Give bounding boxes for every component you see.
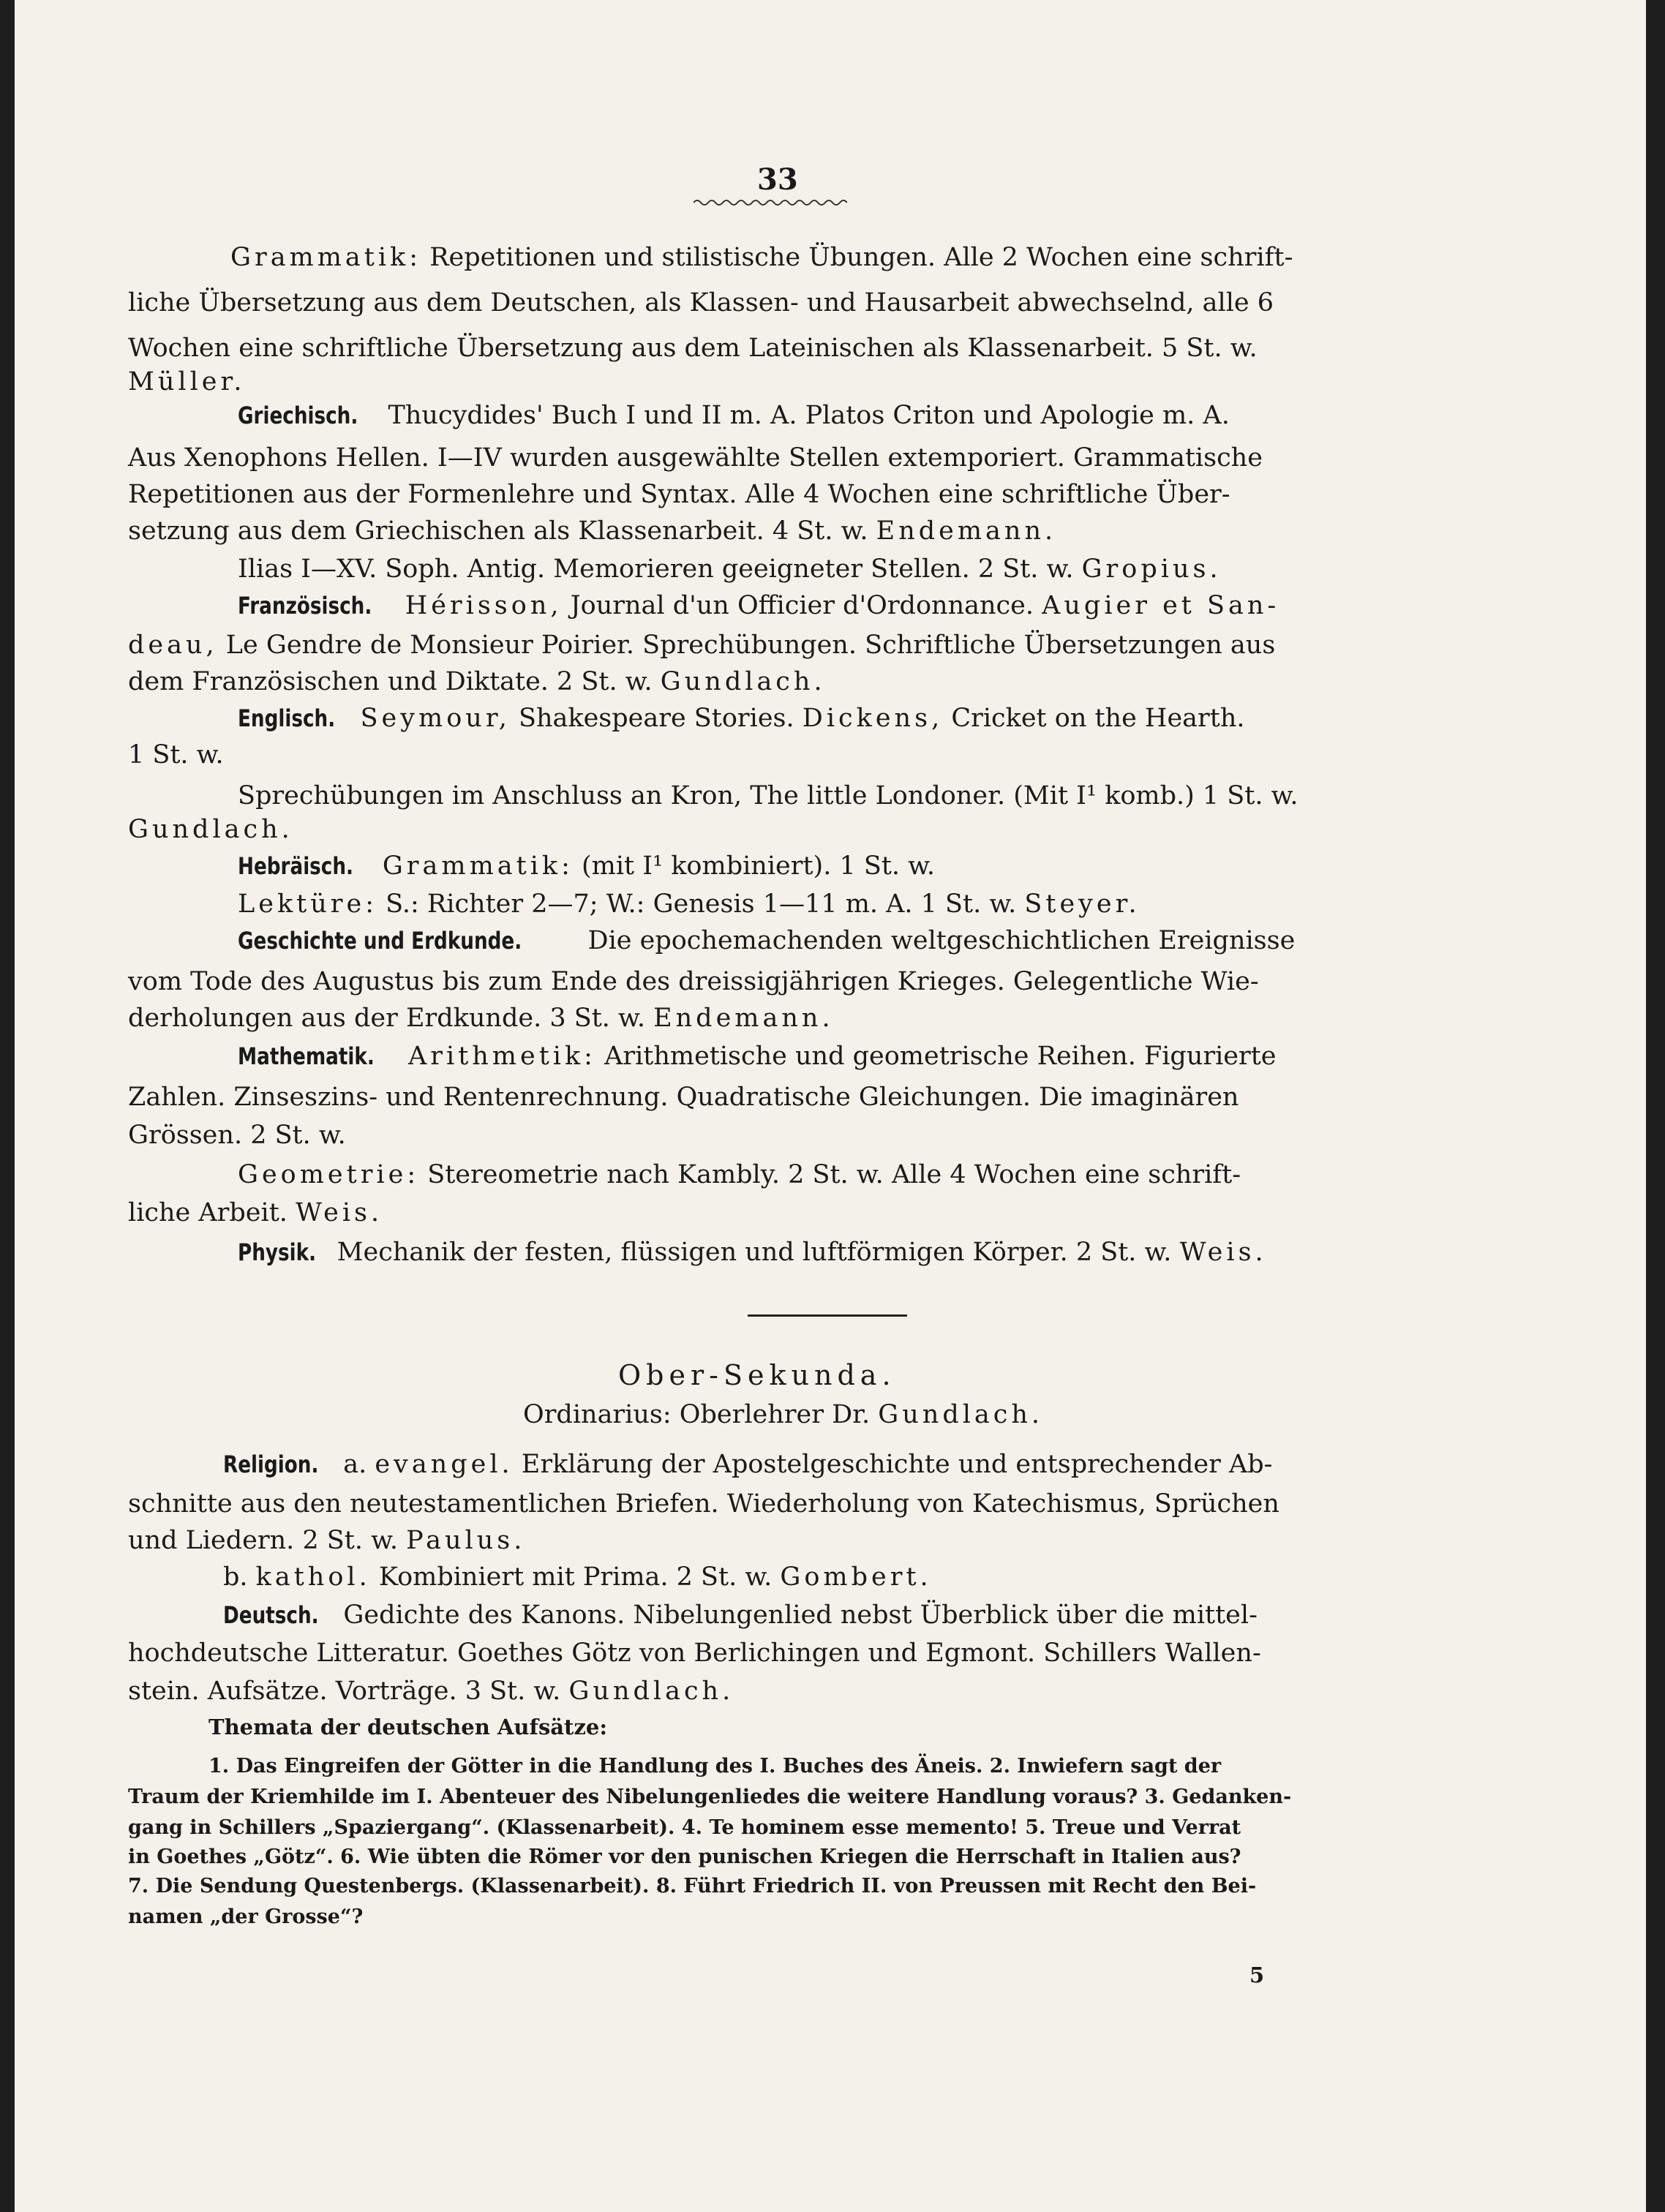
subject-heading: Mathematik. (238, 1042, 375, 1070)
themata-line: 7. Die Sendung Questenbergs. (Klassenarbeit). 8. Führt Friedrich II. von Preussen mit Recht den Bei- (128, 1875, 1257, 1897)
text-line: Englisch. Seymour, Shakespeare Stories. Dickens, Cricket on the Hearth. (238, 704, 1245, 733)
sheet-number: 5 (1249, 1963, 1265, 1987)
text-line: Grössen. 2 St. w. (128, 1121, 346, 1150)
text-line: 1 St. w. (128, 740, 224, 770)
text-line: liche Arbeit. Weis. (128, 1198, 383, 1227)
text-line: b. kathol. Kombiniert mit Prima. 2 St. w. Gombert. (223, 1562, 932, 1592)
text-line: Sprechübungen im Anschluss an Kron, The little Londoner. (Mit I¹ komb.) 1 St. w. (238, 781, 1298, 810)
subject-heading: Religion. (223, 1451, 319, 1478)
text-line: Ilias I—XV. Soph. Antig. Memorieren geeigneter Stellen. 2 St. w. Gropius. (238, 554, 1222, 584)
subject-heading: Physik. (238, 1238, 317, 1266)
section-title: Ober-Sekunda. (618, 1359, 896, 1391)
text-line: Zahlen. Zinseszins- und Rentenrechnung. Quadratische Gleichungen. Die imaginären (128, 1083, 1239, 1112)
subject-heading: Englisch. (238, 704, 336, 732)
themata-line: in Goethes „Götz“. 6. Wie übten die Römer vor den punischen Kriegen die Herrschaft in Italien aus? (128, 1846, 1241, 1868)
text-line: Wochen eine schriftliche Übersetzung aus dem Lateinischen als Klassenarbeit. 5 St. w. (128, 334, 1258, 363)
text-line: Aus Xenophons Hellen. I—IV wurden ausgewählte Stellen extemporiert. Grammatische (128, 443, 1263, 473)
text-line: Hebräisch. Grammatik: (mit I¹ kombiniert). 1 St. w. (238, 851, 936, 881)
text-line: Geometrie: Stereometrie nach Kambly. 2 St. w. Alle 4 Wochen eine schrift- (238, 1160, 1241, 1189)
text-line: Geschichte und Erdkunde. Die epochemachenden weltgeschichtlichen Ereignisse (238, 926, 1296, 955)
themata-line: Traum der Kriemhilde im I. Abenteuer des Nibelungenliedes die weitere Handlung voraus? 3. Gedanken- (128, 1786, 1292, 1808)
document-page (15, 0, 1646, 2212)
text-line: Mathematik. Arithmetik: Arithmetische und geometrische Reihen. Figurierte (238, 1042, 1277, 1071)
text-line: hochdeutsche Litteratur. Goethes Götz von Berlichingen und Egmont. Schillers Wallen- (128, 1639, 1261, 1668)
text-line: deau, Le Gendre de Monsieur Poirier. Sprechübungen. Schriftliche Übersetzungen aus (128, 631, 1276, 660)
text-line: Lektüre: S.: Richter 2—7; W.: Genesis 1—11 m. A. 1 St. w. Steyer. (238, 889, 1140, 919)
section-divider (748, 1314, 907, 1317)
themata-line: 1. Das Eingreifen der Götter in die Handlung des I. Buches des Äneis. 2. Inwiefern sagt der (208, 1755, 1222, 1778)
subject-heading: Geschichte und Erdkunde. (238, 927, 522, 955)
subject-heading: Französisch. (238, 592, 372, 620)
text-line: Gundlach. (128, 815, 293, 844)
text-line: stein. Aufsätze. Vorträge. 3 St. w. Gundlach. (128, 1677, 734, 1706)
text-line: Griechisch. Thucydides' Buch I und II m. A. Platos Criton und Apologie m. A. (238, 401, 1230, 430)
text-line: dem Französischen und Diktate. 2 St. w. Gundlach. (128, 667, 826, 696)
text-line: liche Übersetzung aus dem Deutschen, als Klassen- und Hausarbeit abwechselnd, alle 6 (128, 288, 1274, 317)
subject-heading: Hebräisch. (238, 852, 354, 880)
subject-heading: Griechisch. (238, 402, 358, 429)
text-line: Grammatik: Repetitionen und stilistische Übungen. Alle 2 Wochen eine schrift- (230, 243, 1293, 272)
text-line: Religion. a. evangel. Erklärung der Apostelgeschichte und entsprechender Ab- (223, 1450, 1273, 1479)
text-line: derholungen aus der Erdkunde. 3 St. w. Endemann. (128, 1004, 834, 1033)
text-line: Repetitionen aus der Formenlehre und Syntax. Alle 4 Wochen eine schriftliche Über- (128, 480, 1230, 509)
themata-line: gang in Schillers „Spaziergang“. (Klassenarbeit). 4. Te hominem esse memento! 5. Treue und Verrat (128, 1816, 1241, 1839)
subject-heading: Deutsch. (223, 1601, 319, 1629)
text-line: vom Tode des Augustus bis zum Ende des dreissigjährigen Krieges. Gelegentliche Wie- (128, 967, 1259, 996)
text-line: schnitte aus den neutestamentlichen Briefen. Wiederholung von Katechismus, Sprüchen (128, 1489, 1279, 1519)
text-line: und Liedern. 2 St. w. Paulus. (128, 1526, 526, 1555)
text-line: Französisch. Hérisson, Journal d'un Officier d'Ordonnance. Augier et San- (238, 591, 1280, 620)
page-number: 33 (757, 162, 798, 197)
ordinarius-line: Ordinarius: Oberlehrer Dr. Gundlach. (523, 1400, 1044, 1429)
text-line: Deutsch. Gedichte des Kanons. Nibelungenlied nebst Überblick über die mittel- (223, 1600, 1258, 1630)
text-line: Physik. Mechanik der festen, flüssigen und luftförmigen Körper. 2 St. w. Weis. (238, 1238, 1267, 1267)
text-line: setzung aus dem Griechischen als Klassenarbeit. 4 St. w. Endemann. (128, 516, 1057, 546)
themata-line: namen „der Grosse“? (128, 1906, 364, 1928)
wavy-rule (694, 198, 847, 208)
text-line: Müller. (128, 367, 246, 396)
themata-title: Themata der deutschen Aufsätze: (208, 1715, 608, 1739)
